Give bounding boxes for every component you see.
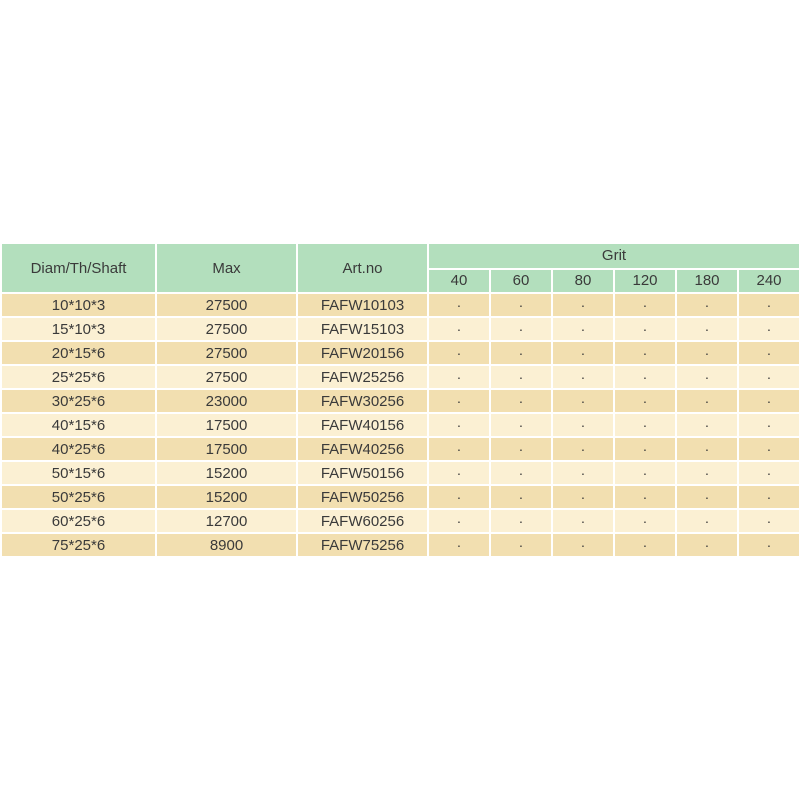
cell-grit-mark: · — [677, 510, 737, 532]
cell-grit-mark: · — [739, 438, 799, 460]
table-row — [2, 534, 799, 556]
cell-grit-mark: · — [429, 318, 489, 340]
cell-max: 17500 — [157, 414, 296, 436]
cell-grit-mark: · — [429, 414, 489, 436]
cell-grit-mark: · — [491, 438, 551, 460]
cell-diam: 30*25*6 — [2, 390, 155, 412]
header-grit-120: 120 — [615, 270, 675, 293]
cell-artno: FAFW75256 — [298, 534, 427, 556]
cell-grit-mark: · — [615, 414, 675, 436]
cell-grit-mark: · — [491, 414, 551, 436]
cell-grit-mark: · — [615, 294, 675, 316]
cell-diam: 50*15*6 — [2, 462, 155, 484]
cell-grit-mark: · — [553, 510, 613, 532]
cell-max: 15200 — [157, 486, 296, 508]
cell-grit-mark: · — [553, 414, 613, 436]
cell-artno: FAFW30256 — [298, 390, 427, 412]
cell-grit-mark: · — [677, 318, 737, 340]
header-grit-40: 40 — [429, 270, 489, 293]
header-grit-240: 240 — [739, 270, 799, 293]
cell-grit-mark: · — [677, 294, 737, 316]
cell-diam: 40*25*6 — [2, 438, 155, 460]
cell-diam: 75*25*6 — [2, 534, 155, 556]
cell-grit-mark: · — [739, 510, 799, 532]
cell-grit-mark: · — [429, 438, 489, 460]
table-row — [2, 342, 799, 364]
cell-grit-mark: · — [739, 342, 799, 364]
cell-grit-mark: · — [739, 294, 799, 316]
cell-grit-mark: · — [553, 294, 613, 316]
cell-grit-mark: · — [615, 462, 675, 484]
cell-artno: FAFW40156 — [298, 414, 427, 436]
cell-grit-mark: · — [553, 318, 613, 340]
cell-grit-mark: · — [429, 486, 489, 508]
table-row — [2, 390, 799, 412]
cell-grit-mark: · — [429, 342, 489, 364]
cell-max: 15200 — [157, 462, 296, 484]
cell-diam: 10*10*3 — [2, 294, 155, 316]
cell-max: 8900 — [157, 534, 296, 556]
header-grit-80: 80 — [553, 270, 613, 293]
cell-grit-mark: · — [429, 510, 489, 532]
cell-diam: 15*10*3 — [2, 318, 155, 340]
cell-grit-mark: · — [491, 390, 551, 412]
cell-grit-mark: · — [739, 534, 799, 556]
cell-max: 27500 — [157, 366, 296, 388]
cell-max: 27500 — [157, 294, 296, 316]
cell-grit-mark: · — [553, 390, 613, 412]
cell-diam: 20*15*6 — [2, 342, 155, 364]
table-row — [2, 438, 799, 460]
cell-grit-mark: · — [739, 366, 799, 388]
cell-diam: 40*15*6 — [2, 414, 155, 436]
cell-grit-mark: · — [491, 342, 551, 364]
cell-grit-mark: · — [429, 390, 489, 412]
cell-grit-mark: · — [553, 438, 613, 460]
table-row — [2, 462, 799, 484]
table-row — [2, 318, 799, 340]
table-row — [2, 510, 799, 532]
table-row — [2, 366, 799, 388]
cell-artno: FAFW50156 — [298, 462, 427, 484]
table-row — [2, 294, 799, 316]
header-grit: Grit — [429, 244, 799, 268]
cell-grit-mark: · — [739, 390, 799, 412]
header-max: Max — [157, 244, 296, 292]
cell-grit-mark: · — [429, 366, 489, 388]
cell-grit-mark: · — [739, 486, 799, 508]
cell-grit-mark: · — [739, 462, 799, 484]
cell-artno: FAFW20156 — [298, 342, 427, 364]
cell-grit-mark: · — [491, 462, 551, 484]
cell-grit-mark: · — [615, 366, 675, 388]
cell-max: 17500 — [157, 438, 296, 460]
cell-grit-mark: · — [615, 534, 675, 556]
cell-grit-mark: · — [491, 486, 551, 508]
cell-grit-mark: · — [677, 414, 737, 436]
cell-grit-mark: · — [677, 462, 737, 484]
cell-grit-mark: · — [615, 510, 675, 532]
cell-grit-mark: · — [615, 390, 675, 412]
cell-max: 27500 — [157, 318, 296, 340]
cell-grit-mark: · — [677, 342, 737, 364]
cell-grit-mark: · — [677, 366, 737, 388]
cell-artno: FAFW40256 — [298, 438, 427, 460]
cell-artno: FAFW60256 — [298, 510, 427, 532]
cell-grit-mark: · — [553, 366, 613, 388]
cell-grit-mark: · — [429, 462, 489, 484]
cell-grit-mark: · — [739, 318, 799, 340]
cell-grit-mark: · — [615, 318, 675, 340]
table-body — [2, 294, 799, 556]
product-table — [0, 242, 800, 558]
header-diam: Diam/Th/Shaft — [2, 244, 155, 292]
cell-diam: 60*25*6 — [2, 510, 155, 532]
table-row — [2, 414, 799, 436]
cell-grit-mark: · — [553, 462, 613, 484]
header-artno: Art.no — [298, 244, 427, 292]
cell-grit-mark: · — [429, 534, 489, 556]
cell-grit-mark: · — [491, 534, 551, 556]
cell-diam: 25*25*6 — [2, 366, 155, 388]
cell-artno: FAFW10103 — [298, 294, 427, 316]
cell-grit-mark: · — [491, 510, 551, 532]
cell-max: 27500 — [157, 342, 296, 364]
cell-grit-mark: · — [615, 342, 675, 364]
cell-grit-mark: · — [553, 534, 613, 556]
cell-diam: 50*25*6 — [2, 486, 155, 508]
cell-grit-mark: · — [739, 414, 799, 436]
cell-grit-mark: · — [491, 294, 551, 316]
cell-grit-mark: · — [677, 390, 737, 412]
cell-grit-mark: · — [677, 486, 737, 508]
cell-grit-mark: · — [677, 438, 737, 460]
cell-grit-mark: · — [429, 294, 489, 316]
cell-grit-mark: · — [491, 318, 551, 340]
cell-artno: FAFW25256 — [298, 366, 427, 388]
cell-artno: FAFW50256 — [298, 486, 427, 508]
cell-grit-mark: · — [615, 486, 675, 508]
cell-grit-mark: · — [615, 438, 675, 460]
cell-grit-mark: · — [553, 486, 613, 508]
cell-artno: FAFW15103 — [298, 318, 427, 340]
cell-max: 23000 — [157, 390, 296, 412]
cell-max: 12700 — [157, 510, 296, 532]
header-grit-180: 180 — [677, 270, 737, 293]
cell-grit-mark: · — [491, 366, 551, 388]
cell-grit-mark: · — [553, 342, 613, 364]
header-grit-60: 60 — [491, 270, 551, 293]
table-row — [2, 486, 799, 508]
cell-grit-mark: · — [677, 534, 737, 556]
